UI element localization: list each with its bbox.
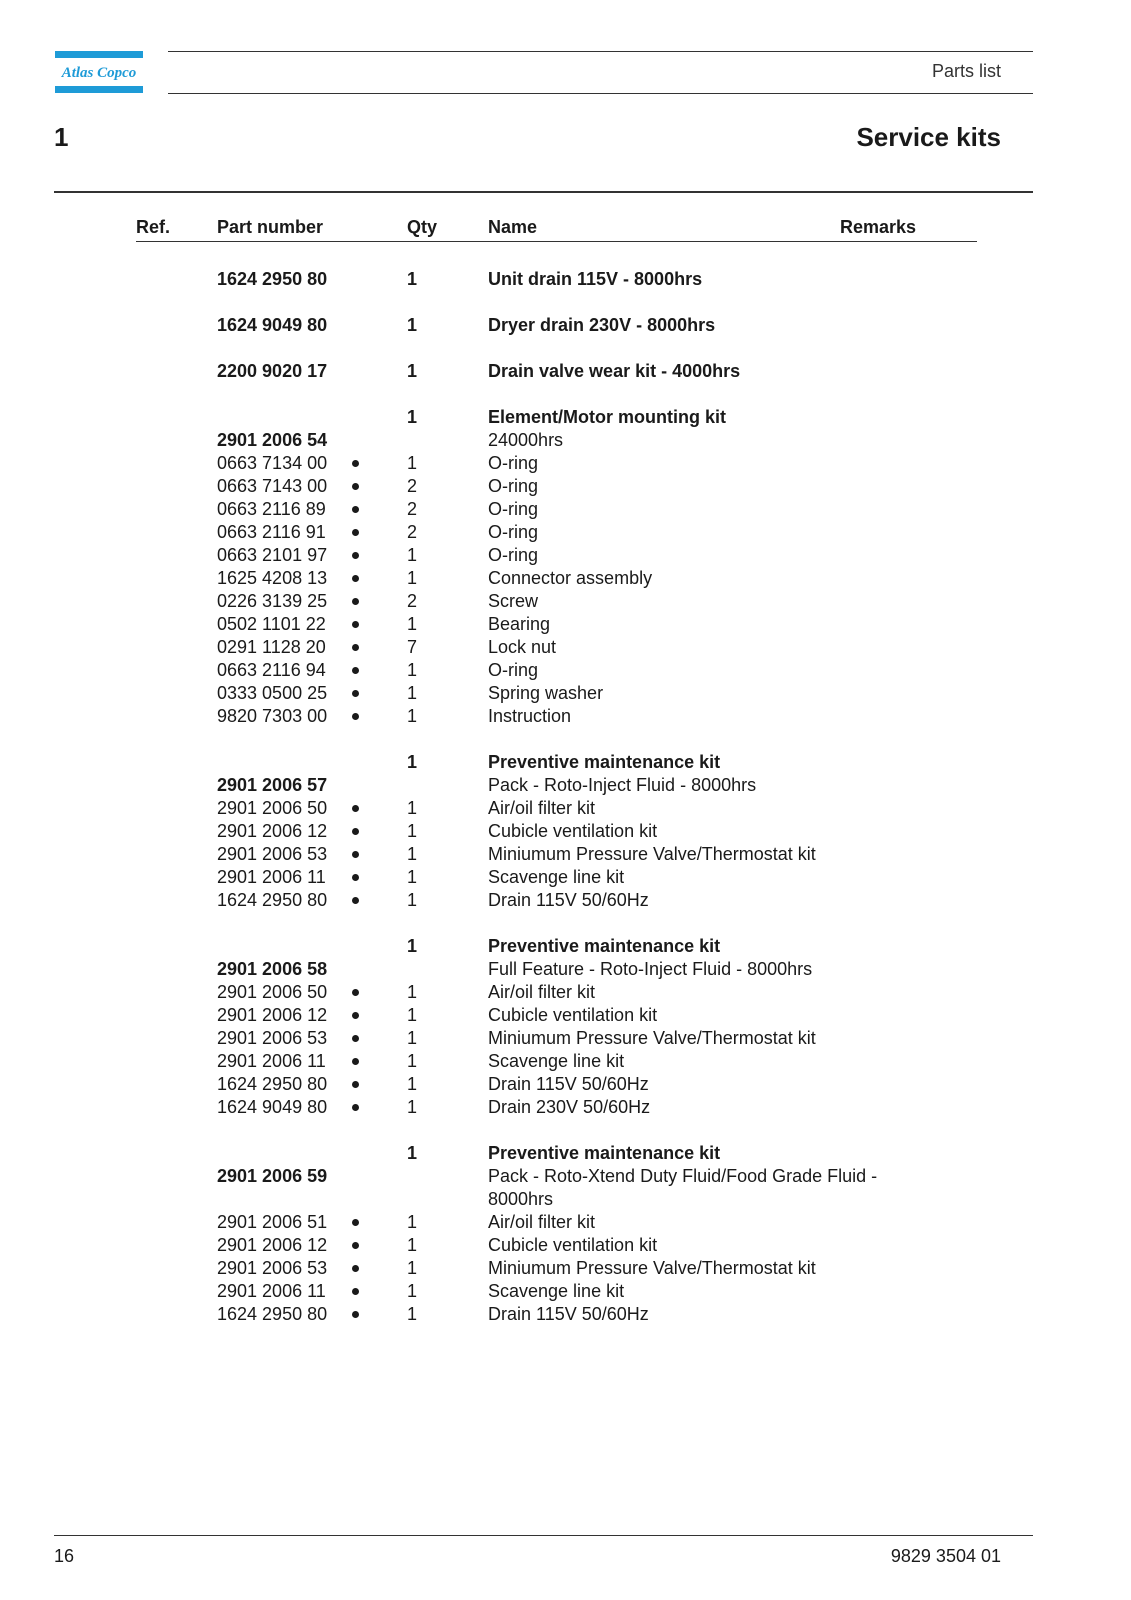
column-ref: Ref. [136, 217, 171, 237]
column-qty: Qty [407, 217, 438, 237]
part-name: Scavenge line kit [488, 1281, 625, 1301]
quantity: 1 [407, 867, 418, 887]
quantity: 1 [407, 982, 418, 1002]
part-name: Dryer drain 230V - 8000hrs [488, 315, 716, 335]
part-name: Miniumum Pressure Valve/Thermostat kit [488, 844, 816, 864]
table-row [0, 429, 1131, 452]
part-number: 1624 2950 80 [217, 269, 328, 289]
part-name: Preventive maintenance kit [488, 936, 721, 956]
quantity: 1 [407, 752, 418, 772]
part-name: Cubicle ventilation kit [488, 1005, 658, 1025]
part-number: 2901 2006 53 [217, 844, 328, 864]
table-row [0, 1050, 1131, 1073]
part-name: O-ring [488, 453, 539, 473]
table-row [0, 452, 1131, 475]
table-row [0, 567, 1131, 590]
quantity: 1 [407, 1281, 418, 1301]
header-label: Parts list [931, 61, 1001, 81]
bullet-icon [352, 1242, 359, 1249]
table-row [0, 751, 1131, 774]
part-number: 2901 2006 53 [217, 1028, 328, 1048]
table-row [0, 820, 1131, 843]
table-row [0, 1234, 1131, 1257]
bullet-icon [352, 1311, 359, 1318]
quantity: 1 [407, 1028, 418, 1048]
svg-text:Atlas Copco: Atlas Copco [61, 65, 137, 81]
part-name: Miniumum Pressure Valve/Thermostat kit [488, 1028, 816, 1048]
part-number: 2200 9020 17 [217, 361, 328, 381]
table-row [0, 843, 1131, 866]
bullet-icon [352, 575, 359, 582]
bullet-icon [352, 529, 359, 536]
part-number: 2901 2006 51 [217, 1212, 328, 1232]
bullet-icon [352, 552, 359, 559]
table-row [0, 1096, 1131, 1119]
bullet-icon [352, 874, 359, 881]
part-name: Lock nut [488, 637, 557, 657]
table-row [0, 314, 1131, 337]
part-number: 0502 1101 22 [217, 614, 326, 634]
quantity: 1 [407, 1258, 418, 1278]
part-number: 9820 7303 00 [217, 706, 328, 726]
part-number: 0663 7134 00 [217, 453, 328, 473]
part-number: 1624 9049 80 [217, 1097, 328, 1117]
table-row [0, 682, 1131, 705]
quantity: 1 [407, 660, 418, 680]
part-name: 8000hrs [488, 1189, 554, 1209]
quantity: 2 [407, 476, 418, 496]
part-number: 0291 1128 20 [217, 637, 326, 657]
column-remarks: Remarks [840, 217, 917, 237]
table-row [0, 866, 1131, 889]
quantity: 1 [407, 315, 418, 335]
bullet-icon [352, 1058, 359, 1065]
quantity: 1 [407, 1212, 418, 1232]
footer-page-number: 16 [54, 1546, 75, 1566]
column-part-number: Part number [217, 217, 324, 237]
part-number: 0663 2116 89 [217, 499, 326, 519]
table-row [0, 268, 1131, 291]
part-number: 1625 4208 13 [217, 568, 328, 588]
table-row [0, 406, 1131, 429]
table-row [0, 636, 1131, 659]
quantity: 1 [407, 545, 418, 565]
section-title: Service kits [856, 122, 1001, 152]
part-name: Drain 230V 50/60Hz [488, 1097, 651, 1117]
part-name: O-ring [488, 545, 539, 565]
table-row [0, 1027, 1131, 1050]
part-number: 0226 3139 25 [217, 591, 328, 611]
part-number: 0333 0500 25 [217, 683, 328, 703]
table-row [0, 958, 1131, 981]
quantity: 1 [407, 1235, 418, 1255]
part-name: Air/oil filter kit [488, 982, 596, 1002]
table-row [0, 1142, 1131, 1165]
footer-rule [54, 1535, 1033, 1536]
part-name: Pack - Roto-Xtend Duty Fluid/Food Grade Fluid - [488, 1166, 878, 1186]
part-name: O-ring [488, 476, 539, 496]
column-name: Name [488, 217, 538, 237]
quantity: 2 [407, 522, 418, 542]
bullet-icon [352, 989, 359, 996]
part-number: 2901 2006 50 [217, 982, 328, 1002]
quantity: 1 [407, 361, 418, 381]
part-number: 2901 2006 53 [217, 1258, 328, 1278]
part-number: 2901 2006 11 [217, 1051, 326, 1071]
quantity: 1 [407, 798, 418, 818]
part-number: 2901 2006 11 [217, 867, 326, 887]
quantity: 1 [407, 821, 418, 841]
part-name: Miniumum Pressure Valve/Thermostat kit [488, 1258, 816, 1278]
part-name: Scavenge line kit [488, 867, 625, 887]
part-name: Cubicle ventilation kit [488, 1235, 658, 1255]
quantity: 1 [407, 269, 418, 289]
part-number: 1624 2950 80 [217, 1074, 328, 1094]
bullet-icon [352, 1219, 359, 1226]
table-row [0, 360, 1131, 383]
quantity: 1 [407, 1304, 418, 1324]
table-row [0, 774, 1131, 797]
column-header-rule [136, 241, 977, 242]
part-number: 2901 2006 59 [217, 1166, 328, 1186]
quantity: 1 [407, 1074, 418, 1094]
quantity: 2 [407, 499, 418, 519]
table-row [0, 590, 1131, 613]
table-row [0, 1165, 1131, 1188]
section-rule [54, 191, 1033, 193]
bullet-icon [352, 828, 359, 835]
quantity: 1 [407, 1051, 418, 1071]
part-name: O-ring [488, 660, 539, 680]
table-row [0, 1004, 1131, 1027]
quantity: 1 [407, 1143, 418, 1163]
bullet-icon [352, 483, 359, 490]
part-name: O-ring [488, 522, 539, 542]
table-row [0, 1188, 1131, 1211]
table-row [0, 1303, 1131, 1326]
bullet-icon [352, 644, 359, 651]
part-name: Preventive maintenance kit [488, 1143, 721, 1163]
bullet-icon [352, 1081, 359, 1088]
part-number: 0663 2101 97 [217, 545, 328, 565]
bullet-icon [352, 851, 359, 858]
part-name: 24000hrs [488, 430, 564, 450]
header-rule-top [168, 51, 1033, 52]
part-number: 2901 2006 12 [217, 821, 328, 841]
quantity: 1 [407, 706, 418, 726]
section-number: 1 [54, 122, 69, 152]
part-name: Preventive maintenance kit [488, 752, 721, 772]
part-name: Drain valve wear kit - 4000hrs [488, 361, 741, 381]
part-name: Connector assembly [488, 568, 653, 588]
part-name: Bearing [488, 614, 551, 634]
part-name: Scavenge line kit [488, 1051, 625, 1071]
table-row [0, 613, 1131, 636]
header-rule-bottom [168, 93, 1033, 94]
part-name: Pack - Roto-Inject Fluid - 8000hrs [488, 775, 757, 795]
quantity: 7 [407, 637, 418, 657]
part-name: Drain 115V 50/60Hz [488, 890, 649, 910]
part-name: Full Feature - Roto-Inject Fluid - 8000hrs [488, 959, 813, 979]
part-number: 0663 2116 94 [217, 660, 326, 680]
part-number: 2901 2006 12 [217, 1235, 328, 1255]
quantity: 1 [407, 407, 418, 427]
quantity: 1 [407, 1097, 418, 1117]
footer-doc-number: 9829 3504 01 [890, 1546, 1001, 1566]
part-name: O-ring [488, 499, 539, 519]
table-row [0, 1257, 1131, 1280]
quantity: 1 [407, 453, 418, 473]
bullet-icon [352, 667, 359, 674]
part-number: 0663 7143 00 [217, 476, 328, 496]
quantity: 1 [407, 614, 418, 634]
part-name: Air/oil filter kit [488, 1212, 596, 1232]
bullet-icon [352, 1265, 359, 1272]
table-row [0, 544, 1131, 567]
part-name: Cubicle ventilation kit [488, 821, 658, 841]
table-row [0, 705, 1131, 728]
bullet-icon [352, 1035, 359, 1042]
quantity: 1 [407, 683, 418, 703]
part-number: 2901 2006 12 [217, 1005, 328, 1025]
part-number: 1624 2950 80 [217, 890, 328, 910]
part-number: 2901 2006 50 [217, 798, 328, 818]
part-name: Screw [488, 591, 539, 611]
bullet-icon [352, 506, 359, 513]
quantity: 1 [407, 890, 418, 910]
bullet-icon [352, 1104, 359, 1111]
table-row [0, 889, 1131, 912]
part-number: 2901 2006 54 [217, 430, 328, 450]
part-number: 2901 2006 58 [217, 959, 328, 979]
bullet-icon [352, 690, 359, 697]
part-name: Drain 115V 50/60Hz [488, 1304, 649, 1324]
part-number: 0663 2116 91 [217, 522, 326, 542]
part-number: 1624 2950 80 [217, 1304, 328, 1324]
part-number: 2901 2006 11 [217, 1281, 326, 1301]
table-row [0, 1211, 1131, 1234]
table-row [0, 475, 1131, 498]
bullet-icon [352, 598, 359, 605]
quantity: 1 [407, 936, 418, 956]
table-row [0, 659, 1131, 682]
table-row [0, 981, 1131, 1004]
bullet-icon [352, 621, 359, 628]
quantity: 2 [407, 591, 418, 611]
table-row [0, 797, 1131, 820]
quantity: 1 [407, 568, 418, 588]
part-name: Air/oil filter kit [488, 798, 596, 818]
table-row [0, 1280, 1131, 1303]
part-name: Drain 115V 50/60Hz [488, 1074, 649, 1094]
bullet-icon [352, 805, 359, 812]
table-row [0, 1073, 1131, 1096]
part-name: Element/Motor mounting kit [488, 407, 726, 427]
part-number: 2901 2006 57 [217, 775, 328, 795]
part-name: Spring washer [488, 683, 604, 703]
part-number: 1624 9049 80 [217, 315, 328, 335]
table-row [0, 498, 1131, 521]
bullet-icon [352, 713, 359, 720]
bullet-icon [352, 1288, 359, 1295]
table-row [0, 935, 1131, 958]
bullet-icon [352, 1012, 359, 1019]
bullet-icon [352, 460, 359, 467]
table-row [0, 521, 1131, 544]
quantity: 1 [407, 1005, 418, 1025]
bullet-icon [352, 897, 359, 904]
atlas-copco-logo [55, 51, 143, 93]
quantity: 1 [407, 844, 418, 864]
part-name: Unit drain 115V - 8000hrs [488, 269, 703, 289]
part-name: Instruction [488, 706, 572, 726]
